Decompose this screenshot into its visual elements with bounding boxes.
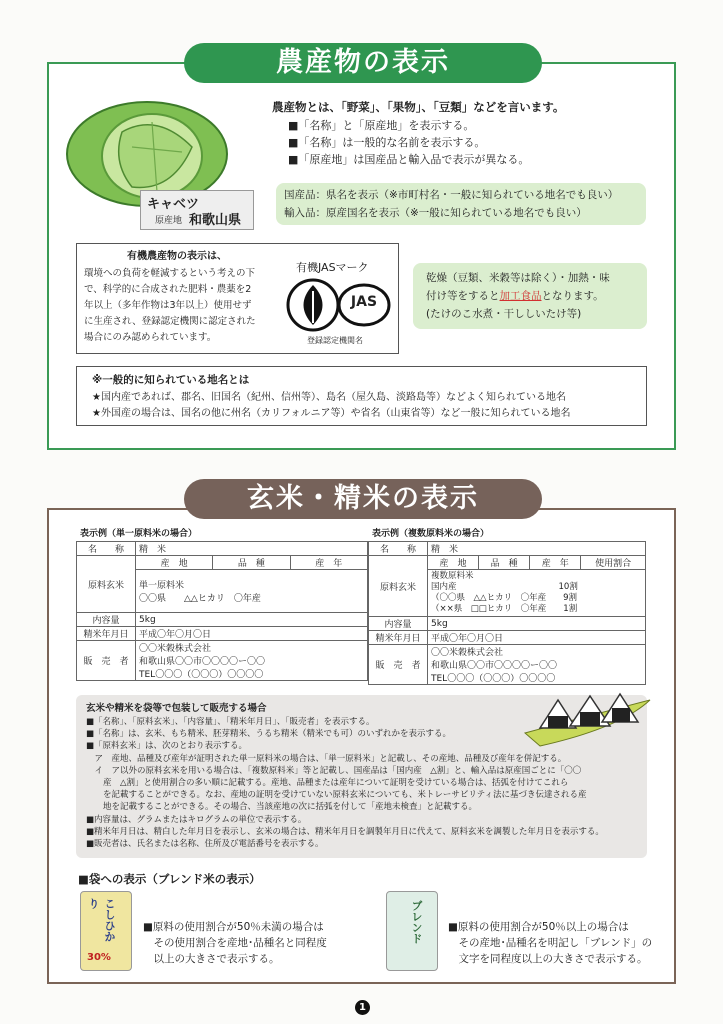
jas-caption: 登録認定機関名 xyxy=(307,336,363,345)
packaging-rule: ■販売者は、氏名または名称、住所及び電話番号を表示する。 xyxy=(86,839,324,850)
ex1-date-label: 精米年月日 xyxy=(77,627,136,641)
packaging-rules-title: 玄米や精米を袋等で包装して販売する場合 xyxy=(86,703,267,714)
packaging-rule: ■「名称」は、玄米、もち精米、胚芽精米、うるち精米（精米でも可）のいずれかを表示する。 xyxy=(86,729,452,740)
ex2-hdr: 品 種 xyxy=(479,556,530,570)
agri-bullet: ■「名称」と「原産地」を表示する。 xyxy=(288,119,475,132)
ex1-content-value: 5kg xyxy=(136,613,368,627)
ex1-seller-line: 〇〇米穀株式会社 xyxy=(139,644,212,654)
ex2-name-value: 精 米 xyxy=(428,542,646,556)
ex1-seller-label: 販 売 者 xyxy=(77,641,136,681)
processed-line1: 乾燥（豆類、米穀等は除く）・加熱・味 xyxy=(426,272,610,284)
bag1-text: こしひかり xyxy=(87,898,116,942)
packaging-rule: ■「原料玄米」は、次のとおり表示する。 xyxy=(86,741,248,752)
blend-rule2-line: その産地･品種名を明記し「ブレンド」の xyxy=(448,937,653,949)
cabbage-origin-label: 原産地 xyxy=(155,216,183,226)
blend-title: ■袋への表示（ブレンド米の表示） xyxy=(78,872,261,886)
ex2-content-label: 内容量 xyxy=(369,617,428,631)
ex2-seller-line: 和歌山県〇〇市〇〇〇〇ー〇〇 xyxy=(431,661,558,671)
example2-label-table xyxy=(368,541,646,685)
packaging-rule: を記載することができる。なお、産地の証明を受けていない原料玄米についても、米トレーサビリティ法に基づき伝達される産 xyxy=(86,790,587,801)
processed-line2-c: となります。 xyxy=(541,290,604,302)
rice-ball-illustration xyxy=(520,688,655,748)
cabbage-name: キャベツ xyxy=(147,197,200,212)
ex2-content-value: 5kg xyxy=(428,617,646,631)
example1-label-table xyxy=(76,541,368,681)
blend-rule1-line: その使用割合を産地･品種名と同程度 xyxy=(143,937,327,949)
blend-rule2-line: 文字を同程度以上の大きさで表示する。 xyxy=(448,953,648,965)
processed-line3: (たけのこ水煮・干ししいたけ等) xyxy=(426,308,582,320)
ex1-seller-line: 和歌山県〇〇市〇〇〇〇ー〇〇 xyxy=(139,657,266,667)
ex2-name-label: 名 称 xyxy=(369,542,428,556)
packaging-rule: ■内容量は、グラムまたはキログラムの単位で表示する。 xyxy=(86,814,307,825)
ex1-seller-line: TEL〇〇〇（〇〇〇）〇〇〇〇 xyxy=(139,670,264,680)
blend-rule1-line: 以上の大きさで表示する。 xyxy=(143,953,280,965)
place-name-line: ★国内産であれば、郡名、旧国名（紀州、信州等）、島名（屋久島、淡路島等）などよく知られている地名 xyxy=(92,392,566,403)
place-name-title: ※一般的に知られている地名とは xyxy=(92,374,250,386)
ex2-seller-line: 〇〇米穀株式会社 xyxy=(431,648,504,658)
processed-line2-a: 付け等をすると xyxy=(426,290,500,302)
bag1-percent: 30% xyxy=(87,952,111,963)
packaging-rule: ■精米年月日は、精白した年月日を表示し、玄米の場合は、精米年月日を調製年月日に代えて、原料玄米を調製した年月日を表示する。 xyxy=(86,826,604,837)
ex2-date-value: 平成〇年〇月〇日 xyxy=(428,631,646,645)
ex1-hdr: 産 地 xyxy=(136,556,213,570)
ex1-genmai-label: 原料玄米 xyxy=(77,556,136,613)
ex2-hdr: 使用割合 xyxy=(581,556,646,570)
ex2-genmai-line: （××県 □□ヒカリ 〇年産 1割 xyxy=(431,604,578,614)
ex1-genmai-line: 単一原料米 xyxy=(139,581,185,591)
packaging-rule: イ ア以外の原料玄米を用いる場合は、「複数原料米」等と記載し、国産品は「国内産 △割」と、輸入品は原産国ごとに「〇〇 xyxy=(86,765,582,776)
agri-intro: 農産物とは、「野菜」、「果物」、「豆類」などを言います。 xyxy=(272,100,565,114)
cabbage-label xyxy=(140,190,254,230)
jas-title: 有機JASマーク xyxy=(296,261,369,274)
ex2-genmai-line: 国内産 10割 xyxy=(431,582,578,592)
ex1-date-value: 平成〇年〇月〇日 xyxy=(136,627,368,641)
organic-line: に生産され、登録認定機関に認定された xyxy=(84,316,256,327)
example2-caption: 表示例（複数原料米の場合） xyxy=(372,529,490,539)
ex1-hdr: 産 年 xyxy=(290,556,367,570)
cabbage-origin: 和歌山県 xyxy=(189,213,242,228)
bag2-text: ブレンド xyxy=(410,900,423,944)
agri-bullet: ■「原産地」は国産品と輸入品で表示が異なる。 xyxy=(288,153,530,166)
place-name-line: ★外国産の場合は、国名の他に州名（カリフォルニア等）や省名（山東省等）など一般に知られている地名 xyxy=(92,408,571,419)
ex2-hdr: 産 地 xyxy=(428,556,479,570)
organic-line: 年以上（多年作物は3年以上）使用せず xyxy=(84,300,252,311)
blend-rule1-line: ■原料の使用割合が50％未満の場合は xyxy=(143,921,324,933)
packaging-rule: ア 産地、品種及び産年が証明された単一原料米の場合は、「単一原料米」と記載し、その産地、品種及び産年を併記する。 xyxy=(86,753,567,764)
ex2-genmai-line: （〇〇県 △△ヒカリ 〇年産 9割 xyxy=(431,593,577,603)
ex2-genmai-label: 原料玄米 xyxy=(369,556,428,617)
ex1-genmai-line: 〇〇県 △△ヒカリ 〇年産 xyxy=(139,594,261,604)
rice-bag-blend-icon xyxy=(386,891,438,971)
organic-line: で、科学的に合成された肥料・農薬を2 xyxy=(84,284,252,295)
packaging-rule: ■「名称」、「原料玄米」、「内容量」、「精米年月日」、「販売者」を表示する。 xyxy=(86,717,375,727)
origin-rule-domestic: 国産品：県名を表示（※市町村名・一般に知られている地名でも良い） xyxy=(284,189,619,201)
ex2-genmai-line: 複数原料米 xyxy=(431,571,474,581)
agri-bullet: ■「名称」は一般的な名前を表示する。 xyxy=(288,136,486,149)
ex2-seller-label: 販 売 者 xyxy=(369,645,428,685)
jas-text: JAS xyxy=(350,294,378,310)
ex1-name-label: 名 称 xyxy=(77,542,136,556)
ex2-seller-line: TEL〇〇〇（〇〇〇）〇〇〇〇 xyxy=(431,674,556,684)
example1-caption: 表示例（単一原料米の場合） xyxy=(80,529,198,539)
ex2-date-label: 精米年月日 xyxy=(369,631,428,645)
ex1-name-value: 精 米 xyxy=(136,542,368,556)
processed-line2 xyxy=(426,288,604,305)
rice-section-title: 玄米・精米の表示 xyxy=(184,479,542,519)
organic-title: 有機農産物の表示は、 xyxy=(127,251,227,262)
organic-line: 環境への負荷を軽減するという考えの下 xyxy=(84,268,256,279)
packaging-rule: 地を記載することができる。その場合、当該産地の次に括弧を付して「産地未検査」と記載する。 xyxy=(86,802,478,813)
processed-food-highlight: 加工食品 xyxy=(499,290,542,302)
packaging-rule: 産 △割」と使用割合の多い順に記載する。産地、品種または産年について証明を受けている場合は、括弧を付けてこれら xyxy=(86,778,569,789)
ex2-hdr: 産 年 xyxy=(530,556,581,570)
organic-line: 場合にのみ認められています。 xyxy=(84,332,217,343)
ex1-hdr: 品 種 xyxy=(213,556,290,570)
rice-bag-koshihikari-icon xyxy=(80,891,132,971)
blend-rule2-line: ■原料の使用割合が50％以上の場合は xyxy=(448,921,629,933)
agri-section-title: 農産物の表示 xyxy=(184,43,542,83)
origin-rule-import: 輸入品：原産国名を表示（※一般に知られている地名でも良い） xyxy=(284,207,587,219)
page-number: 1 xyxy=(355,1000,370,1015)
ex1-content-label: 内容量 xyxy=(77,613,136,627)
